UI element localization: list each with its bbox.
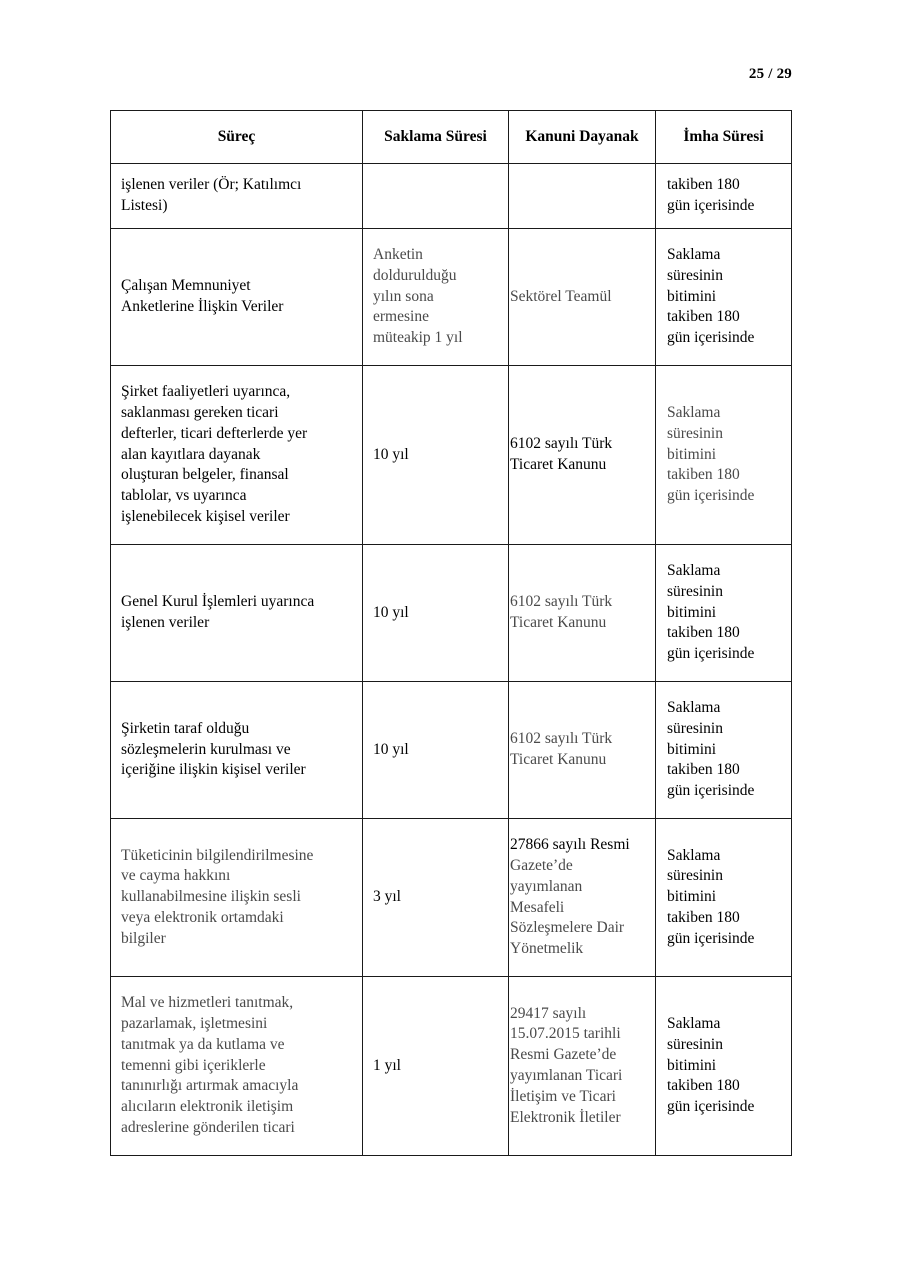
process-cell: Şirketin taraf olduğu sözleşmelerin kurulması ve içeriğine ilişkin kişisel veriler <box>111 682 363 819</box>
retention-period-cell <box>363 164 509 229</box>
legal-basis-cell <box>509 164 656 229</box>
destruction-period-cell: Saklama süresinin bitimini takiben 180 gün içerisinde <box>656 366 792 545</box>
process-cell: işlenen veriler (Ör; Katılımcı Listesi) <box>111 164 363 229</box>
retention-period-cell: 10 yıl <box>363 366 509 545</box>
process-cell: Genel Kurul İşlemleri uyarınca işlenen veriler <box>111 545 363 682</box>
legal-basis-cell: 27866 sayılı Resmi Gazete’de yayımlanan Mesafeli Sözleşmelere Dair Yönetmelik <box>509 819 656 977</box>
destruction-period-cell: Saklama süresinin bitimini takiben 180 gün içerisinde <box>656 977 792 1156</box>
destruction-period-cell: Saklama süresinin bitimini takiben 180 gün içerisinde <box>656 229 792 366</box>
process-cell: Şirket faaliyetleri uyarınca, saklanması gereken ticari defterler, ticari defterlerde yer alan kayıtlara dayanak oluşturan belgeler, finansal tablolar, vs uyarınca işlenebilecek kişisel veriler <box>111 366 363 545</box>
table-row <box>111 164 792 229</box>
process-cell: Tüketicinin bilgilendirilmesine ve cayma hakkını kullanabilmesine ilişkin sesli veya elektronik ortamdaki bilgiler <box>111 819 363 977</box>
header-destruction-period: İmha Süresi <box>656 111 792 164</box>
destruction-period-cell: takiben 180 gün içerisinde <box>656 164 792 229</box>
retention-period-cell: 10 yıl <box>363 682 509 819</box>
table-row <box>111 366 792 545</box>
retention-period-cell: 3 yıl <box>363 819 509 977</box>
table-row <box>111 682 792 819</box>
retention-table <box>110 110 792 1156</box>
retention-period-cell: 10 yıl <box>363 545 509 682</box>
retention-period-cell: Anketin doldurulduğu yılın sona ermesine müteakip 1 yıl <box>363 229 509 366</box>
legal-basis-cell: 29417 sayılı 15.07.2015 tarihli Resmi Gazete’de yayımlanan Ticari İletişim ve Ticari Elektronik İletiler <box>509 977 656 1156</box>
retention-period-cell: 1 yıl <box>363 977 509 1156</box>
destruction-period-cell: Saklama süresinin bitimini takiben 180 gün içerisinde <box>656 545 792 682</box>
legal-basis-cell: 6102 sayılı Türk Ticaret Kanunu <box>509 366 656 545</box>
table-header-row <box>111 111 792 164</box>
header-process: Süreç <box>111 111 363 164</box>
table-row <box>111 819 792 977</box>
legal-basis-cell: Sektörel Teamül <box>509 229 656 366</box>
table-row <box>111 545 792 682</box>
header-retention-period: Saklama Süresi <box>363 111 509 164</box>
destruction-period-cell: Saklama süresinin bitimini takiben 180 gün içerisinde <box>656 819 792 977</box>
process-cell: Çalışan Memnuniyet Anketlerine İlişkin Veriler <box>111 229 363 366</box>
table-row <box>111 229 792 366</box>
page-number: 25 / 29 <box>748 66 792 82</box>
table-row <box>111 977 792 1156</box>
legal-basis-cell: 6102 sayılı Türk Ticaret Kanunu <box>509 682 656 819</box>
process-cell: Mal ve hizmetleri tanıtmak, pazarlamak, işletmesini tanıtmak ya da kutlama ve temenni gibi içeriklerle tanınırlığı artırmak amacıyla alıcıların elektronik iletişim adreslerine gönderilen ticari <box>111 977 363 1156</box>
header-legal-basis: Kanuni Dayanak <box>509 111 656 164</box>
destruction-period-cell: Saklama süresinin bitimini takiben 180 gün içerisinde <box>656 682 792 819</box>
legal-basis-cell: 6102 sayılı Türk Ticaret Kanunu <box>509 545 656 682</box>
